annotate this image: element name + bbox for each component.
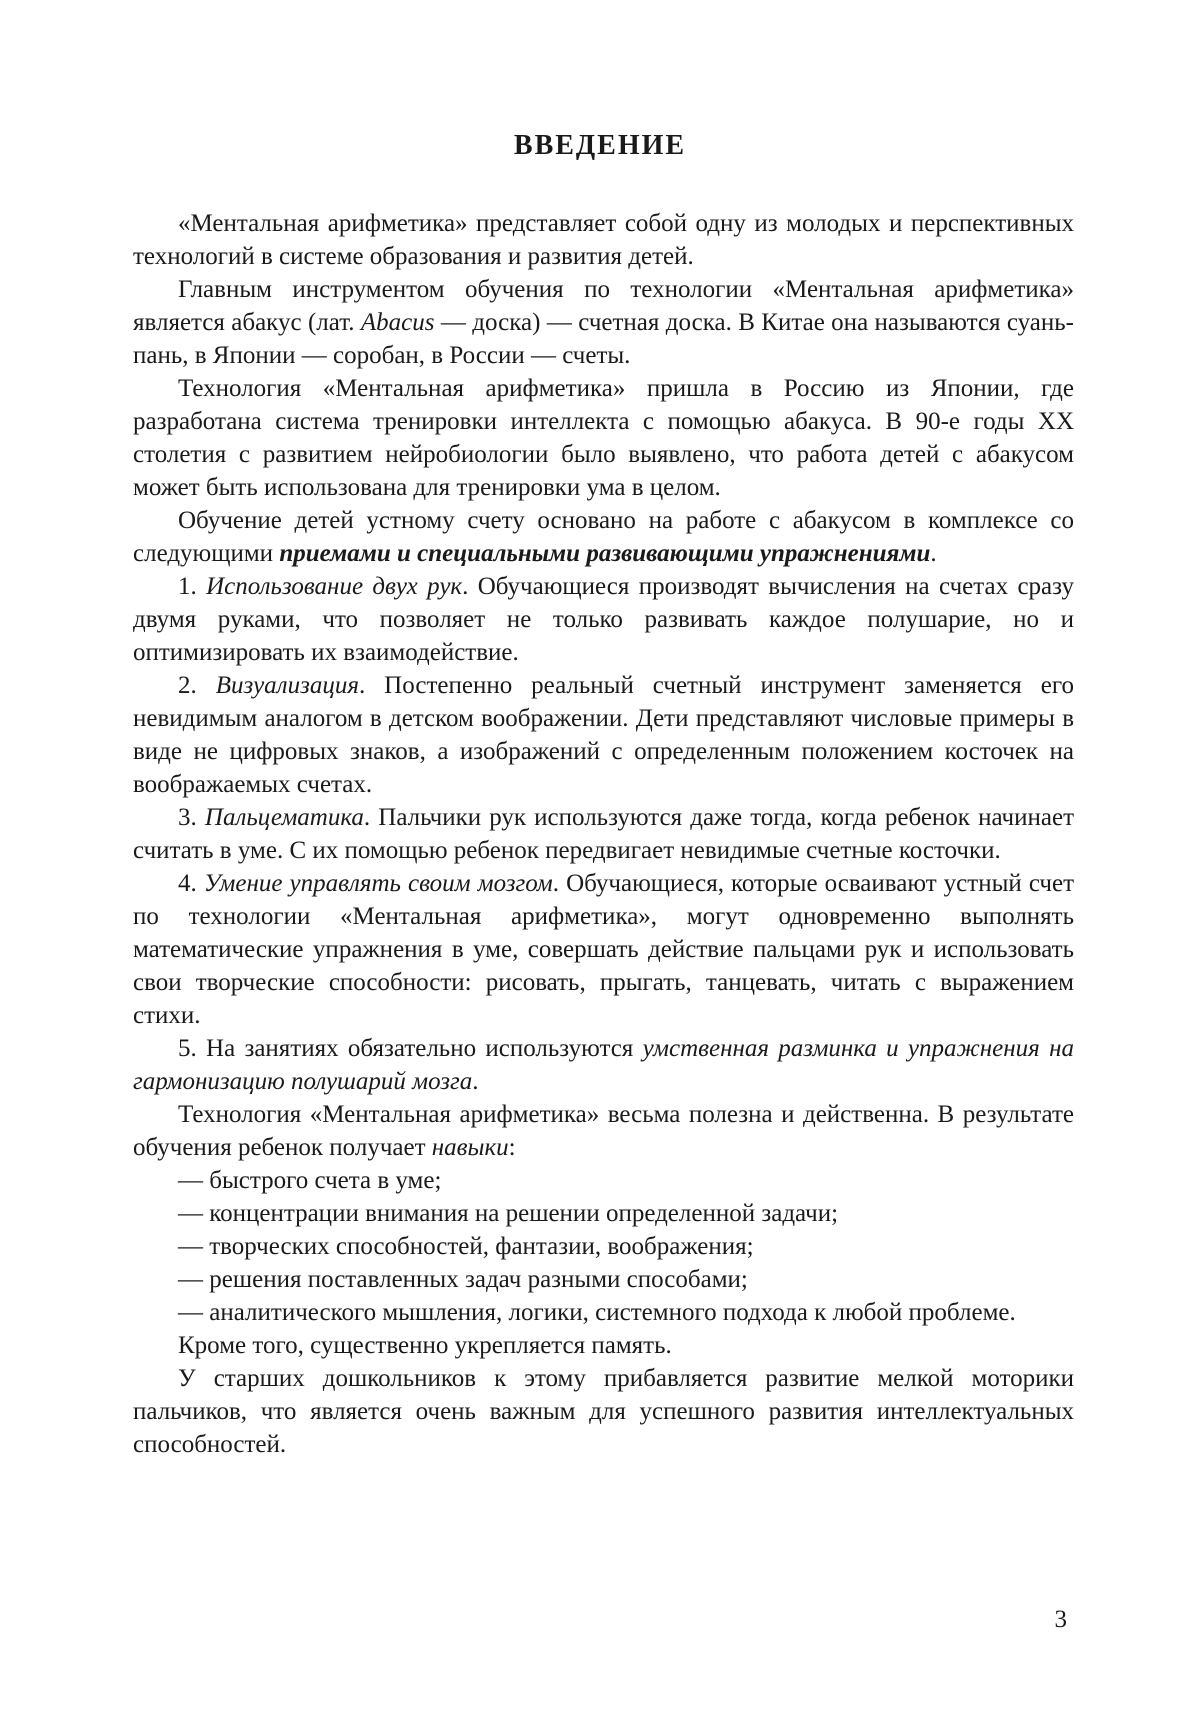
paragraph-origin: Технология «Ментальная арифметика» пришла в Россию из Японии, где разработана система тренировки интеллекта с помощью абакуса. В 90-е годы XX столетия с развитием нейробиологии было выявлено, что работа детей с абакусом может быть использована для тренировки ума в целом. [133,375,1074,501]
paragraph-motor-skills: У старших дошкольников к этому прибавляется развитие мелкой моторики пальчиков, что является очень важным для успешного развития интеллектуальных способностей. [133,1365,1074,1458]
term-warmup: умственная разминка и упражнения на гармонизацию полушарий мозга [133,1035,1074,1095]
list-item-finger-math: 3. Пальцематика. Пальчики рук используются даже тогда, когда ребенок начинает считать в уме. С их помощью ребенок передвигает невидимые счетные косточки. [133,804,1075,864]
skill-item: — быстрого счета в уме; [178,1167,442,1194]
term-two-hands: Использование двух рук [206,573,463,600]
list-item-warmup: 5. На занятиях обязательно используются умственная разминка и упражнения на гармонизацию полушарий мозга. [133,1035,1074,1095]
paragraph-intro: «Ментальная арифметика» представляет собой одну из молодых и перспективных технологий в системе образования и развития детей. [133,210,1074,270]
list-item-brain-control: 4. Умение управлять своим мозгом. Обучающиеся, которые осваивают устный счет по технологии «Ментальная арифметика», могут одновременно выполнять математические упражнения в уме, совершать действие пальцами рук и использовать свои творческие способности: рисовать, прыгать, танцевать, читать с выражением стихи. [133,870,1075,1029]
methods-emphasis: приемами и специальными развивающими упражнениями [279,540,931,567]
term-skills: навыки [431,1134,509,1161]
skill-item: — решения поставленных задач разными способами; [178,1266,748,1293]
term-visualization: Визуализация [215,672,359,699]
page-title: ВВЕДЕНИЕ [513,130,687,161]
skill-item: — концентрации внимания на решении определенной задачи; [178,1200,839,1227]
page-body [133,207,1074,1461]
paragraph-abacus: Главным инструментом обучения по технологии «Ментальная арифметика» является абакус (лат. Abacus — доска) — счетная доска. В Китае она называются суань-пань, в Японии — соробан, в России — счеты. [133,276,1074,369]
paragraph-memory: Кроме того, существенно укрепляется память. [178,1332,672,1359]
list-item-visualization: 2. Визуализация. Постепенно реальный счетный инструмент заменяется его невидимым аналогом в детском воображении. Дети представляют числовые примеры в виде не цифровых знаков, а изображений с определенным положением косточек на воображаемых счетах. [133,672,1074,798]
page-number: 3 [1054,1606,1067,1633]
skill-item: — аналитического мышления, логики, системного подхода к любой проблеме. [178,1299,1016,1326]
skill-item: — творческих способностей, фантазии, воображения; [178,1233,754,1260]
term-finger-math: Пальцематика [204,804,364,831]
abacus-term: Abacus [360,309,435,336]
list-item-two-hands: 1. Использование двух рук. Обучающиеся производят вычисления на счетах сразу двумя руками, что позволяет не только развивать каждое полушарие, но и оптимизировать их взаимодействие. [133,573,1074,666]
term-brain-control: Умение управлять своим мозгом [203,870,553,897]
paragraph-skills-intro: Технология «Ментальная арифметика» весьма полезна и действенна. В результате обучения ребенок получает навыки: [133,1101,1074,1161]
paragraph-methods: Обучение детей устному счету основано на работе с абакусом в комплексе со следующими приемами и специальными развивающими упражнениями. [133,507,1074,567]
